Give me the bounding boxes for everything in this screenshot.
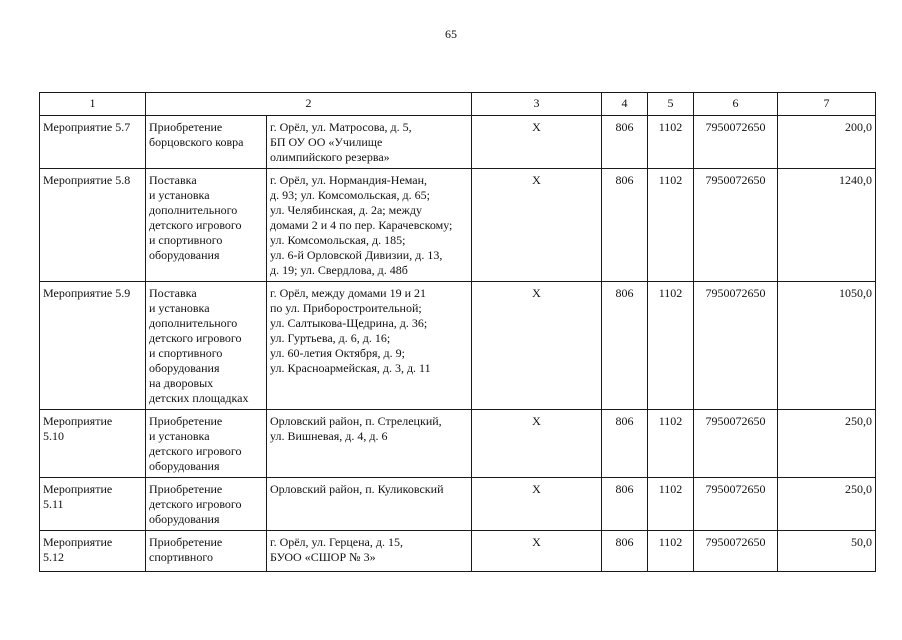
description-cell: Поставка и установка дополнительного детского игрового и спортивного оборудования на дворовых детских площадках bbox=[146, 282, 267, 410]
header-col-5: 5 bbox=[648, 93, 694, 116]
col3-cell: X bbox=[472, 478, 602, 531]
col5-cell: 1102 bbox=[648, 410, 694, 478]
header-col-6: 6 bbox=[694, 93, 778, 116]
col6-cell: 7950072650 bbox=[694, 531, 778, 572]
col4-cell: 806 bbox=[602, 116, 648, 169]
amount-cell: 1050,0 bbox=[778, 282, 876, 410]
measure-cell: Мероприятие 5.7 bbox=[40, 116, 146, 169]
measures-table bbox=[39, 92, 876, 572]
measure-cell: Мероприятие 5.11 bbox=[40, 478, 146, 531]
table-row bbox=[40, 531, 876, 572]
table-row bbox=[40, 169, 876, 282]
address-cell: Орловский район, п. Стрелецкий, ул. Вишневая, д. 4, д. 6 bbox=[267, 410, 472, 478]
description-cell: Поставка и установка дополнительного детского игрового и спортивного оборудования bbox=[146, 169, 267, 282]
header-col-7: 7 bbox=[778, 93, 876, 116]
address-cell: г. Орёл, ул. Нормандия-Неман, д. 93; ул. Комсомольская, д. 65; ул. Челябинская, д. 2а; между домами 2 и 4 по пер. Карачевскому; ул. Комсомольская, д. 185; ул. 6-й Орловской Дивизии, д. 13, д. 19; ул. Свердлова, д. 48б bbox=[267, 169, 472, 282]
col4-cell: 806 bbox=[602, 410, 648, 478]
measure-cell: Мероприятие 5.9 bbox=[40, 282, 146, 410]
table-row bbox=[40, 478, 876, 531]
col5-cell: 1102 bbox=[648, 169, 694, 282]
measure-cell: Мероприятие 5.8 bbox=[40, 169, 146, 282]
table-row bbox=[40, 410, 876, 478]
address-cell: г. Орёл, ул. Герцена, д. 15, БУОО «СШОР № 3» bbox=[267, 531, 472, 572]
col3-cell: X bbox=[472, 169, 602, 282]
amount-cell: 50,0 bbox=[778, 531, 876, 572]
amount-cell: 200,0 bbox=[778, 116, 876, 169]
col5-cell: 1102 bbox=[648, 116, 694, 169]
address-cell: Орловский район, п. Куликовский bbox=[267, 478, 472, 531]
col3-cell: X bbox=[472, 116, 602, 169]
col4-cell: 806 bbox=[602, 478, 648, 531]
header-col-1: 1 bbox=[40, 93, 146, 116]
address-cell: г. Орёл, между домами 19 и 21 по ул. Приборостроительной; ул. Салтыкова-Щедрина, д. 36; ул. Гуртьева, д. 6, д. 16; ул. 60-летия Октября, д. 9; ул. Красноармейская, д. 3, д. 11 bbox=[267, 282, 472, 410]
table-header-row bbox=[40, 93, 876, 116]
col6-cell: 7950072650 bbox=[694, 282, 778, 410]
col3-cell: X bbox=[472, 282, 602, 410]
header-col-4: 4 bbox=[602, 93, 648, 116]
col4-cell: 806 bbox=[602, 282, 648, 410]
col6-cell: 7950072650 bbox=[694, 169, 778, 282]
measure-cell: Мероприятие 5.12 bbox=[40, 531, 146, 572]
table-row bbox=[40, 282, 876, 410]
col4-cell: 806 bbox=[602, 531, 648, 572]
col5-cell: 1102 bbox=[648, 531, 694, 572]
col6-cell: 7950072650 bbox=[694, 116, 778, 169]
table-row bbox=[40, 116, 876, 169]
amount-cell: 250,0 bbox=[778, 478, 876, 531]
description-cell: Приобретение спортивного bbox=[146, 531, 267, 572]
col6-cell: 7950072650 bbox=[694, 410, 778, 478]
amount-cell: 250,0 bbox=[778, 410, 876, 478]
description-cell: Приобретение и установка детского игрового оборудования bbox=[146, 410, 267, 478]
col4-cell: 806 bbox=[602, 169, 648, 282]
description-cell: Приобретение детского игрового оборудования bbox=[146, 478, 267, 531]
col3-cell: X bbox=[472, 410, 602, 478]
measure-cell: Мероприятие 5.10 bbox=[40, 410, 146, 478]
col3-cell: X bbox=[472, 531, 602, 572]
col6-cell: 7950072650 bbox=[694, 478, 778, 531]
header-col-3: 3 bbox=[472, 93, 602, 116]
amount-cell: 1240,0 bbox=[778, 169, 876, 282]
address-cell: г. Орёл, ул. Матросова, д. 5, БП ОУ ОО «Училище олимпийского резерва» bbox=[267, 116, 472, 169]
description-cell: Приобретение борцовского ковра bbox=[146, 116, 267, 169]
col5-cell: 1102 bbox=[648, 282, 694, 410]
header-col-2: 2 bbox=[146, 93, 472, 116]
page-number: 65 bbox=[445, 27, 457, 41]
col5-cell: 1102 bbox=[648, 478, 694, 531]
